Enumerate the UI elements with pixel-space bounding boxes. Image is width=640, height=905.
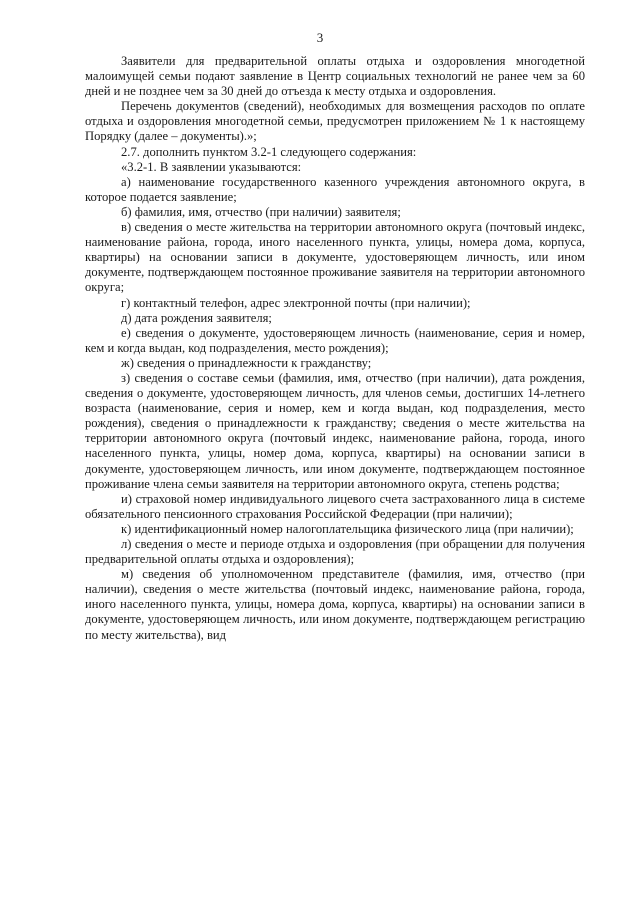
list-item-i: и) страховой номер индивидуального лицевого счета застрахованного лица в системе обязательного пенсионного страхования Российской Федерации (при наличии);	[85, 491, 585, 521]
paragraph-documents-list: Перечень документов (сведений), необходимых для возмещения расходов по оплате отдыха и оздоровления многодетной семьи, предусмотрен приложением № 1 к настоящему Порядку (далее – документы).»;	[85, 99, 585, 144]
list-item-b: б) фамилия, имя, отчество (при наличии) заявителя;	[121, 204, 401, 219]
list-item-l: л) сведения о месте и периоде отдыха и оздоровления (при обращении для получения предварительной оплаты отдыха и оздоровления);	[85, 537, 585, 567]
paragraph-prepayment-deadline: Заявители для предварительной оплаты отдыха и оздоровления многодетной малоимущей семьи подают заявление в Центр социальных технологий не ранее чем за 60 дней и не позднее чем за 30 дней до отъезда к месту отдыха и оздоровления.	[85, 54, 585, 99]
list-item-a: а) наименование государственного казенного учреждения автономного округа, в которое подается заявление;	[85, 174, 585, 204]
list-item-e: е) сведения о документе, удостоверяющем личность (наименование, серия и номер, кем и когда выдан, код подразделения, место рождения);	[85, 325, 585, 355]
paragraph-clause-3-2-1: «3.2-1. В заявлении указываются:	[121, 159, 302, 174]
list-item-k: к) идентификационный номер налогоплательщика физического лица (при наличии);	[121, 521, 574, 536]
list-item-zh: ж) сведения о принадлежности к гражданству;	[121, 355, 372, 370]
list-item-v: в) сведения о месте жительства на территории автономного округа (почтовый индекс, наименование района, города, иного населенного пункта, улицы, номера дома, корпуса, квартиры) на основании записи в документе, удостоверяющем личность, или ином документе, подтверждающем постоянное проживание заявителя на территории автономного округа;	[85, 220, 585, 295]
document-body	[85, 54, 585, 643]
list-item-m: м) сведения об уполномоченном представителе (фамилия, имя, отчество (при наличии), сведения о месте жительства (почтовый индекс, наименование района, города, иного населенного пункта, улицы, номера дома, корпуса, квартиры) на основании записи в документе, удостоверяющем личность, или ином документе, подтверждающем регистрацию по месту жительства), вид	[85, 567, 585, 642]
page-number: 3	[316, 30, 324, 45]
list-item-z: з) сведения о составе семьи (фамилия, имя, отчество (при наличии), дата рождения, сведения о документе, удостоверяющем личность, для членов семьи, достигших 14-летнего возраста (наименование, серия и номер, кем и когда выдан, код подразделения, место рождения), сведения о принадлежности к гражданству; сведения о месте жительства на территории автономного округа (почтовый индекс, наименование района, города, иного населенного пункта, улицы, номер дома, корпуса, квартиры) на основании записи в документе, удостоверяющем личность, или ином документе, подтверждающем постоянное проживание члена семьи заявителя на территории автономного округа, степень родства;	[85, 370, 585, 491]
list-item-d: д) дата рождения заявителя;	[121, 310, 272, 325]
paragraph-amendment-2-7: 2.7. дополнить пунктом 3.2-1 следующего содержания:	[121, 144, 417, 159]
list-item-g: г) контактный телефон, адрес электронной почты (при наличии);	[121, 295, 471, 310]
